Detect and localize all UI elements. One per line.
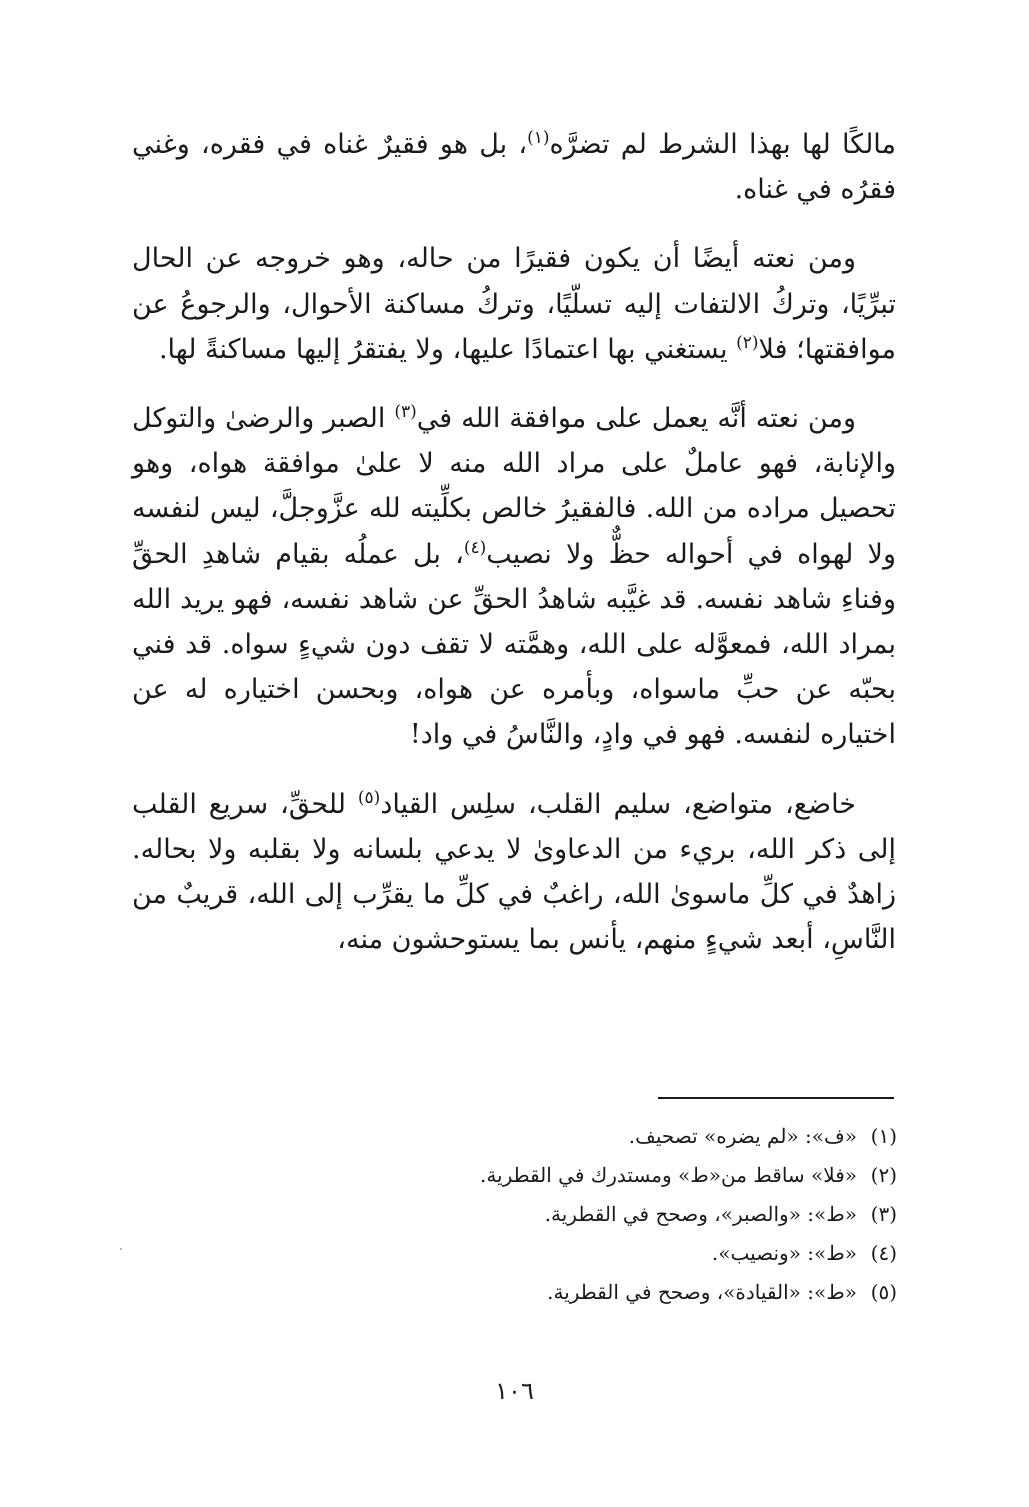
paragraph [132,236,896,372]
paragraph-text: مالكًا لها بهذا الشرط لم تضرَّه [549,129,896,160]
footnote-number: (٤) [870,1241,897,1265]
paragraph-text: ، بل هو فقيرٌ غناه في فقره، وغني فقرُه في غناه. [132,129,896,206]
footnote-text: «ط»: «والصبر»، وصحح في القطرية. [544,1202,857,1226]
footnote-reference: (٥) [357,787,381,808]
paragraph [132,782,896,963]
footnote-text: «ط»: «ونصيب». [711,1241,857,1265]
footnote-number: (١) [870,1124,897,1148]
paragraph [132,396,896,758]
footnote-number: (٣) [870,1202,897,1226]
paragraph-text: ومن نعته أيضًا أن يكون فقيرًا من حاله، وهو خروجه عن الحال تبرِّيًا، وتركُ الالتفات إليه تسلّيًا، وتركُ مساكنة الأحوال، والرجوعُ عن موافقتها؛ فلا [132,243,896,365]
footnote-reference: (١) [527,128,550,148]
page-number: ١٠٦ [495,1377,534,1405]
paragraph-text: يستغني بها اعتمادًا عليها، ولا يفتقرُ إليها مساكنةً لها. [158,333,737,365]
footnote-number: (٢) [870,1163,897,1187]
paragraph-text: الصبر والرضىٰ والتوكل والإنابة، فهو عاملٌ على مراد الله منه لا علىٰ موافقة هواه، وهو تحصيل مراده من الله. فالفقيرُ خالص بكلِّيته لله عزَّوجلَّ، ليس لنفسه ولا لهواه في أحواله حظٌّ ولا نصيب [132,403,896,570]
paragraph-text: للحقِّ، سريع القلب إلى ذكر الله، بريء من الدعاوىٰ لا يدعي بلسانه ولا بقلبه ولا بحاله. زاهدٌ في كلِّ ماسوىٰ الله، راغبٌ في كلِّ ما يقرِّب إلى الله، قريبٌ من النَّاسِ، أبعد شيءٍ منهم، يأنس بما يستوحشون منه، [132,788,896,956]
paragraph-text: خاضع، متواضع، سليم القلب، سلِس القياد [380,788,856,820]
footnote [337,1195,897,1234]
footnote [337,1156,897,1195]
paragraph [132,122,896,212]
main-text [132,122,896,986]
paragraph-text: ومن نعته أنَّه يعمل على موافقة الله في [416,403,856,435]
footnote-reference: (٣) [394,402,417,423]
footnote-text: «فلا» ساقط من«ط» ومستدرك في القطرية. [479,1163,857,1187]
footnote [337,1234,897,1273]
paragraph-text: ، بل عملُه بقيام شاهدِ الحقِّ وفناءِ شاهد نفسه. قد غيَّبه شاهدُ الحقِّ عن شاهد نفسه، فهو يريد الله بمراد الله، فمعوَّله على الله، وهمَّته لا تقف دون شيءٍ سواه. قد فني بحبّه عن حبِّ ماسواه، وبأمره عن هواه، وبحسن اختياره له عن اختياره لنفسه. فهو في وادٍ، والنَّاسُ في واد! [132,538,896,751]
footnote [337,1117,897,1156]
footnote-separator [658,1097,894,1099]
footnotes [337,1117,897,1312]
footnote-text: «ف»: «لم يضره» تصحيف. [628,1124,857,1148]
footnote-text: «ط»: «القيادة»، وصحح في القطرية. [547,1280,857,1304]
footnote [337,1273,897,1312]
footnote-reference: (٢) [736,332,759,353]
footnote-number: (٥) [870,1280,897,1304]
scan-speck [120,1248,122,1250]
footnote-reference: (٤) [463,537,487,558]
